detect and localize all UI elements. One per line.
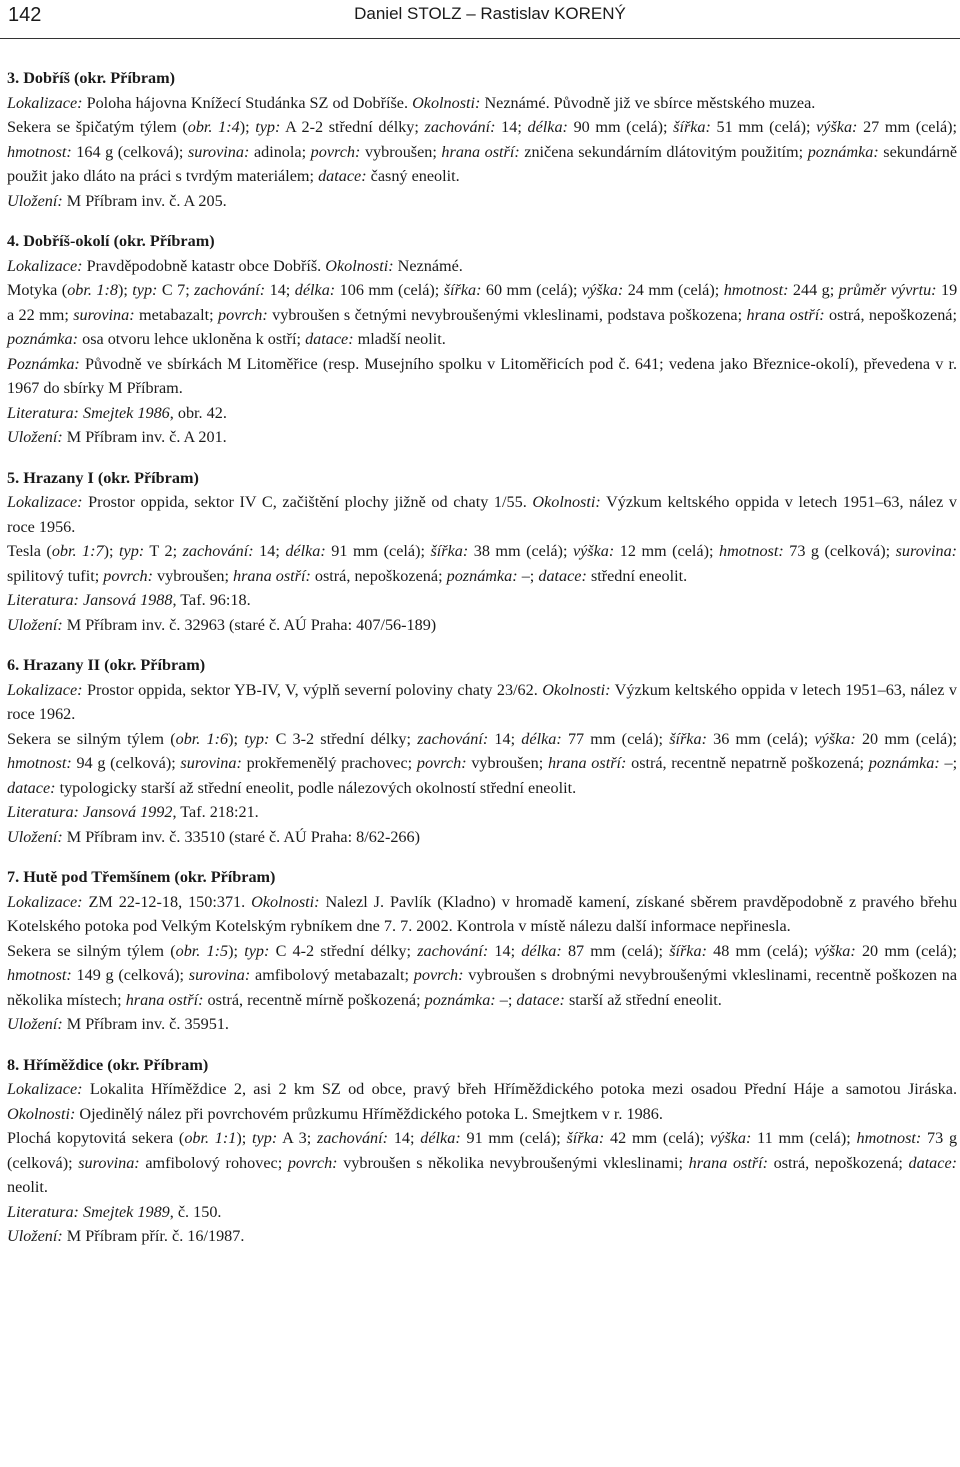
circumstances-label: Okolnosti:: [532, 493, 601, 511]
literature-paragraph: [7, 588, 957, 613]
attribute-label: hrana ostří:: [746, 305, 825, 324]
running-head: Daniel STOLZ – Rastislav KORENÝ: [354, 4, 626, 23]
locality-label: Lokalizace:: [7, 493, 83, 511]
attribute-value: 91 mm (celá): [331, 542, 421, 560]
storage-text: M Příbram inv. č. 32963 (staré č. AÚ Praha: 407/56-189): [66, 615, 437, 634]
attribute-value: –: [521, 566, 530, 585]
attribute-value: vybroušen: [364, 142, 433, 161]
attribute-label: surovina:: [73, 305, 135, 324]
circumstances-text: Výzkum keltského oppida v letech 1951–63, nález v roce 1956.: [7, 493, 958, 536]
storage-label: Uložení:: [7, 428, 63, 446]
figure-ref: obr. 1:6: [175, 729, 229, 748]
literature-label: Literatura:: [7, 591, 79, 609]
locality-paragraph: [7, 254, 957, 279]
catalogue-entry: [7, 66, 957, 213]
attribute-value: 20 mm (celá): [861, 729, 953, 748]
storage-paragraph: [7, 825, 957, 850]
storage-label: Uložení:: [7, 615, 63, 634]
attribute-value: 244 g: [792, 281, 830, 299]
attribute-label: datace:: [318, 167, 367, 185]
attribute-label: výška:: [581, 281, 624, 299]
attribute-value: –: [499, 990, 508, 1009]
storage-paragraph: [7, 425, 957, 450]
attribute-value: vybroušen s drobnými nevybroušenými vkleslinami, recentně poškozen na několika místech: [7, 966, 958, 1009]
attribute-value: 14: [494, 941, 511, 960]
attribute-label: typ:: [252, 1129, 278, 1147]
attribute-label: zachování:: [417, 729, 489, 748]
locality-paragraph: [7, 91, 957, 116]
attribute-label: hmotnost:: [723, 281, 789, 299]
entry-title: 6. Hrazany II (okr. Příbram): [7, 656, 206, 674]
attribute-value: adinola: [253, 142, 302, 161]
attribute-value: vybroušen: [157, 566, 225, 585]
attribute-value: vybroušen s četnými nevybroušenými vkleslinami, podstava poškozena: [272, 305, 738, 324]
attribute-value: 14: [501, 118, 518, 136]
literature-paragraph: [7, 401, 957, 426]
attribute-value: 90 mm (celá): [573, 118, 664, 136]
storage-label: Uložení:: [7, 1015, 63, 1033]
locality-paragraph: [7, 890, 957, 939]
attribute-value: C 7: [161, 281, 186, 299]
literature-paragraph: [7, 800, 957, 825]
storage-text: M Příbram inv. č. A 201.: [66, 428, 227, 446]
storage-paragraph: [7, 613, 957, 638]
description-paragraph: Motyka (obr. 1:8); typ: C 7; zachování: 14; délka: 106 mm (celá); šířka: 60 mm (celá); výška: 24 mm (celá); hmotnost: 244 g; průměr vývrtu: 19 a 22 mm; surovina: metabazalt; povrch: vybroušen s četnými nevybroušenými vkleslinami, podstava poškozena; hrana ostří: ostrá, nepoškozená; poznámka: osa otvoru lehce ukloněna k ostří; datace: mladší neolit.: [7, 281, 958, 348]
circumstances-label: Okolnosti:: [251, 892, 320, 911]
attribute-value: 73 g (celková): [7, 1129, 958, 1172]
figure-ref: obr. 1:8: [67, 281, 118, 299]
attribute-value: sekundárně použit jako dláto na práci s tvrdým materiálem: [7, 142, 958, 185]
catalogue-entries: [7, 66, 957, 1265]
figure-ref: obr. 1:7: [51, 542, 104, 560]
storage-text: M Příbram inv. č. A 205.: [66, 191, 227, 210]
attribute-value: 36 mm (celá): [713, 729, 804, 748]
attribute-label: hmotnost:: [856, 1129, 922, 1147]
entry-title: 7. Hutě pod Třemšínem (okr. Příbram): [7, 868, 276, 886]
literature-label: Literatura:: [7, 403, 79, 422]
page-header: [0, 0, 960, 39]
attribute-label: šířka:: [430, 542, 469, 560]
attribute-label: povrch:: [310, 142, 361, 161]
attribute-value: 14: [269, 281, 286, 299]
attribute-value: 42 mm (celá): [610, 1129, 700, 1147]
attribute-value: 20 mm (celá): [861, 941, 953, 960]
circumstances-text: Neznámé. Původně již ve sbírce městského muzea.: [484, 93, 816, 112]
attribute-value: zničena sekundárním dlátovitým použitím: [524, 142, 799, 161]
locality-paragraph: [7, 678, 957, 727]
attribute-label: šířka:: [669, 729, 707, 748]
literature-reference: Smejtek 1986: [83, 403, 170, 422]
description-paragraph: Sekera se špičatým týlem (obr. 1:4); typ: A 2-2 střední délky; zachování: 14; délka: 90 mm (celá); šířka: 51 mm (celá); výška: 27 mm (celá); hmotnost: 164 g (celková); surovina: adinola; povrch: vybroušen; hrana ostří: zničena sekundárním dlátovitým použitím; poznámka: sekundárně použit jako dláto na práci s tvrdým materiálem; datace: časný eneolit.: [7, 118, 958, 185]
attribute-label: výška:: [816, 118, 858, 136]
attribute-label: povrch:: [218, 305, 268, 324]
attribute-label: datace:: [538, 566, 587, 585]
attribute-label: hrana ostří:: [441, 142, 520, 161]
entry-title: 4. Dobříš-okolí (okr. Příbram): [7, 232, 215, 250]
attribute-label: datace:: [908, 1153, 958, 1172]
attribute-value: 60 mm (celá): [485, 281, 573, 299]
attribute-label: výška:: [814, 941, 856, 960]
attribute-label: typ:: [119, 542, 145, 560]
locality-label: Lokalizace:: [7, 93, 83, 112]
attribute-value: osa otvoru lehce ukloněna k ostří: [82, 330, 297, 348]
literature-details: , č. 150.: [169, 1202, 222, 1221]
attribute-label: povrch:: [287, 1153, 338, 1172]
attribute-label: délka:: [521, 729, 562, 748]
attribute-label: šířka:: [443, 281, 482, 299]
object-name: Motyka: [7, 281, 58, 299]
attribute-label: povrch:: [103, 566, 153, 585]
attribute-value: 14: [393, 1129, 410, 1147]
attribute-value: 27 mm (celá): [863, 118, 953, 136]
attribute-value: střední eneolit.: [590, 566, 688, 585]
locality-label: Lokalizace:: [7, 680, 83, 699]
attribute-label: typ:: [132, 281, 158, 299]
attribute-label: hrana ostří:: [233, 566, 311, 585]
page-number: 142: [8, 4, 42, 26]
object-name: Sekera se silným týlem: [7, 729, 165, 748]
storage-paragraph: [7, 189, 957, 214]
attribute-value: 38 mm (celá): [473, 542, 563, 560]
attribute-value: spilitový tufit: [7, 566, 95, 585]
locality-paragraph: [7, 1077, 957, 1126]
attribute-value: C 3-2 střední délky: [275, 729, 407, 748]
attribute-label: poznámka:: [868, 754, 940, 772]
attribute-value: ostrá, nepoškozená: [829, 305, 953, 324]
literature-details: , Taf. 96:18.: [172, 591, 251, 609]
circumstances-label: Okolnosti:: [412, 93, 481, 112]
attribute-value: 77 mm (celá): [567, 729, 659, 748]
attribute-value: neolit.: [7, 1178, 48, 1196]
circumstances-label: Okolnosti:: [325, 256, 394, 275]
attribute-value: amfibolový metabazalt: [255, 966, 405, 984]
attribute-value: –: [944, 754, 953, 772]
locality-label: Lokalizace:: [7, 256, 83, 275]
attribute-label: výška:: [814, 729, 856, 748]
circumstances-text: Nalezl J. Pavlík (Kladno) v hromadě kamení, získané sběrem pravděpodobně z pravého břehu Kotelského potoka pod Velkým Kotelským rybníkem dne 7. 7. 2002. Kontrola v místě nálezu další informace nepřinesla.: [7, 892, 958, 935]
attribute-value: vybroušen s několika nevybroušenými vkleslinami: [343, 1153, 679, 1172]
circumstances-label: Okolnosti:: [542, 680, 611, 699]
storage-label: Uložení:: [7, 1227, 63, 1245]
attribute-label: zachování:: [182, 542, 254, 560]
circumstances-text: Neznámé.: [397, 256, 463, 275]
attribute-value: 24 mm (celá): [627, 281, 715, 299]
attribute-value: 91 mm (celá): [466, 1129, 557, 1147]
object-name: Plochá kopytovitá sekera: [7, 1129, 174, 1147]
catalogue-entry: [7, 653, 957, 849]
attribute-value: ostrá, recentně mírně poškozená: [207, 990, 417, 1009]
attribute-label: povrch:: [416, 754, 467, 772]
attribute-value: 19 a 22 mm: [7, 281, 958, 324]
attribute-value: 73 g (celková): [789, 542, 886, 560]
attribute-label: výška:: [710, 1129, 752, 1147]
description-paragraph: Sekera se silným týlem (obr. 1:5); typ: C 4-2 střední délky; zachování: 14; délka: 87 mm (celá); šířka: 48 mm (celá); výška: 20 mm (celá); hmotnost: 149 g (celková); surovina: amfibolový metabazalt; povrch: vybroušen s drobnými nevybroušenými vkleslinami, recentně poškozen na několika místech; hrana ostří: ostrá, recentně mírně poškozená; poznámka: –; datace: starší až střední eneolit.: [7, 941, 958, 1009]
attribute-value: 14: [259, 542, 276, 560]
attribute-value: 87 mm (celá): [567, 941, 659, 960]
attribute-label: zachování:: [194, 281, 266, 299]
attribute-value: 94 g (celková): [76, 754, 172, 772]
attribute-value: metabazalt: [139, 305, 210, 324]
circumstances-label: Okolnosti:: [7, 1104, 76, 1123]
attribute-value: A 3: [282, 1129, 307, 1147]
description-paragraph: Tesla (obr. 1:7); typ: T 2; zachování: 14; délka: 91 mm (celá); šířka: 38 mm (celá); výška: 12 mm (celá); hmotnost: 73 g (celková); surovina: spilitový tufit; povrch: vybroušen; hrana ostří: ostrá, nepoškozená; poznámka: –; datace: střední eneolit.: [7, 542, 958, 585]
literature-reference: Jansová 1992: [83, 803, 173, 821]
attribute-label: surovina:: [187, 142, 250, 161]
attribute-label: surovina:: [895, 542, 958, 560]
attribute-label: hmotnost:: [7, 142, 72, 161]
attribute-value: 11 mm (celá): [757, 1129, 847, 1147]
storage-text: M Příbram přír. č. 16/1987.: [66, 1227, 245, 1245]
note-paragraph: [7, 352, 957, 401]
attribute-label: surovina:: [188, 966, 251, 984]
attribute-value: ostrá, nepoškozená: [314, 566, 439, 585]
attribute-label: datace:: [305, 330, 354, 348]
attribute-value: časný eneolit.: [370, 167, 460, 185]
locality-text: ZM 22-12-18, 150:371.: [88, 892, 246, 911]
attribute-value: 51 mm (celá): [716, 118, 806, 136]
attribute-label: zachování:: [417, 941, 489, 960]
attribute-label: hrana ostří:: [547, 754, 627, 772]
locality-label: Lokalizace:: [7, 892, 83, 911]
attribute-label: typ:: [255, 118, 281, 136]
storage-label: Uložení:: [7, 827, 63, 846]
locality-text: Prostor oppida, sektor YB-IV, V, výplň severní poloviny chaty 23/62.: [86, 680, 538, 699]
attribute-value: amfibolový rohovec: [145, 1153, 278, 1172]
catalogue-entry: [7, 1053, 957, 1249]
attribute-value: starší až střední eneolit.: [568, 990, 722, 1009]
locality-paragraph: [7, 490, 957, 539]
entry-title: 5. Hrazany I (okr. Příbram): [7, 468, 199, 487]
object-name: Sekera se silným týlem: [7, 941, 165, 960]
locality-text: Lokalita Hříměždice 2, asi 2 km SZ od obce, pravý břeh Hříměždického potoka mezi osadou Přední Háje a samotou Jiráska.: [89, 1080, 958, 1098]
attribute-label: výška:: [572, 542, 615, 560]
attribute-value: ostrá, recentně nepatrně poškozená: [631, 754, 860, 772]
object-name: Sekera se špičatým týlem: [7, 118, 177, 136]
entry-title: 8. Hříměždice (okr. Příbram): [7, 1055, 209, 1074]
attribute-label: typ:: [244, 941, 270, 960]
literature-reference: Jansová 1988: [83, 591, 173, 609]
figure-ref: obr. 1:1: [184, 1129, 237, 1147]
attribute-label: šířka:: [669, 941, 707, 960]
attribute-value: ostrá, nepoškozená: [773, 1153, 899, 1172]
circumstances-text: Výzkum keltského oppida v letech 1951–63, nález v roce 1962.: [7, 680, 957, 723]
attribute-value: vybroušen: [471, 754, 539, 772]
locality-label: Lokalizace:: [7, 1080, 83, 1098]
note-label: Poznámka:: [7, 354, 80, 373]
attribute-label: délka:: [294, 281, 336, 299]
attribute-value: 106 mm (celá): [339, 281, 435, 299]
storage-text: M Příbram inv. č. 35951.: [66, 1015, 229, 1033]
catalogue-entry: [7, 466, 957, 638]
figure-ref: obr. 1:4: [187, 118, 240, 136]
attribute-label: poznámka:: [446, 566, 518, 585]
description-paragraph: Plochá kopytovitá sekera (obr. 1:1); typ: A 3; zachování: 14; délka: 91 mm (celá); šířka: 42 mm (celá); výška: 11 mm (celá); hmotnost: 73 g (celková); surovina: amfibolový rohovec; povrch: vybroušen s několika nevybroušenými vkleslinami; hrana ostří: ostrá, nepoškozená; datace: neolit.: [7, 1129, 958, 1196]
attribute-label: hrana ostří:: [125, 990, 204, 1009]
attribute-label: surovina:: [180, 754, 242, 772]
attribute-label: délka:: [285, 542, 326, 560]
storage-text: M Příbram inv. č. 33510 (staré č. AÚ Praha: 8/62-266): [66, 827, 421, 846]
description-paragraph: Sekera se silným týlem (obr. 1:6); typ: C 3-2 střední délky; zachování: 14; délka: 77 mm (celá); šířka: 36 mm (celá); výška: 20 mm (celá); hmotnost: 94 g (celková); surovina: prokřemenělý prachovec; povrch: vybroušen; hrana ostří: ostrá, recentně nepatrně poškozená; poznámka: –; datace: typologicky starší až střední eneolit, podle nálezových okolností střední eneolit.: [7, 729, 958, 797]
attribute-value: 12 mm (celá): [619, 542, 709, 560]
attribute-label: zachování:: [317, 1129, 389, 1147]
attribute-label: typ:: [244, 729, 270, 748]
attribute-label: povrch:: [413, 966, 464, 984]
attribute-value: prokřemenělý prachovec: [246, 754, 408, 772]
literature-details: , obr. 42.: [169, 403, 227, 422]
attribute-value: 14: [494, 729, 511, 748]
attribute-value: C 4-2 střední délky: [275, 941, 407, 960]
attribute-label: hmotnost:: [7, 754, 72, 772]
attribute-label: poznámka:: [807, 142, 879, 161]
storage-paragraph: [7, 1224, 957, 1249]
attribute-value: 149 g (celková): [76, 966, 180, 984]
attribute-label: hmotnost:: [7, 966, 72, 984]
attribute-label: poznámka:: [7, 330, 79, 348]
attribute-label: šířka:: [566, 1129, 605, 1147]
note-text: Původně ve sbírkách M Litoměřice (resp. Musejního spolku v Litoměřicích pod č. 641; vedena jako Březnice-okolí), převedena v r. 1967 do sbírky M Příbram.: [7, 354, 958, 397]
locality-text: Poloha hájovna Knížecí Studánka SZ od Dobříše.: [86, 93, 409, 112]
attribute-label: surovina:: [78, 1153, 140, 1172]
attribute-label: šířka:: [673, 118, 711, 136]
literature-reference: Smejtek 1989: [83, 1202, 170, 1221]
attribute-label: délka:: [527, 118, 568, 136]
attribute-label: datace:: [516, 990, 565, 1009]
attribute-label: poznámka:: [424, 990, 496, 1009]
attribute-value: mladší neolit.: [357, 330, 446, 348]
entry-title: 3. Dobříš (okr. Příbram): [7, 69, 176, 87]
attribute-label: datace:: [7, 778, 56, 797]
attribute-value: typologicky starší až střední eneolit, podle nálezových okolností střední eneolit.: [59, 778, 577, 797]
literature-label: Literatura:: [7, 803, 79, 821]
attribute-label: hmotnost:: [718, 542, 784, 560]
literature-details: , Taf. 218:21.: [172, 803, 259, 821]
figure-ref: obr. 1:5: [175, 941, 229, 960]
storage-paragraph: [7, 1012, 957, 1037]
attribute-label: průměr vývrtu:: [838, 281, 937, 299]
locality-text: Pravděpodobně katastr obce Dobříš.: [86, 256, 322, 275]
attribute-value: T 2: [149, 542, 173, 560]
literature-label: Literatura:: [7, 1202, 79, 1221]
catalogue-entry: [7, 229, 957, 450]
attribute-label: délka:: [420, 1129, 461, 1147]
attribute-label: délka:: [521, 941, 562, 960]
catalogue-entry: [7, 865, 957, 1037]
attribute-label: hrana ostří:: [688, 1153, 769, 1172]
locality-text: Prostor oppida, sektor IV C, začištění plochy jižně od chaty 1/55.: [88, 493, 527, 511]
attribute-value: A 2-2 střední délky: [285, 118, 415, 136]
object-name: Tesla: [7, 542, 41, 560]
literature-paragraph: [7, 1200, 957, 1225]
storage-label: Uložení:: [7, 191, 63, 210]
attribute-value: 48 mm (celá): [713, 941, 804, 960]
attribute-value: 164 g (celková): [76, 142, 179, 161]
attribute-label: zachování:: [424, 118, 496, 136]
circumstances-text: Ojedinělý nález při povrchovém průzkumu Hříměždického potoka L. Smejtkem v r. 1986.: [79, 1104, 663, 1123]
